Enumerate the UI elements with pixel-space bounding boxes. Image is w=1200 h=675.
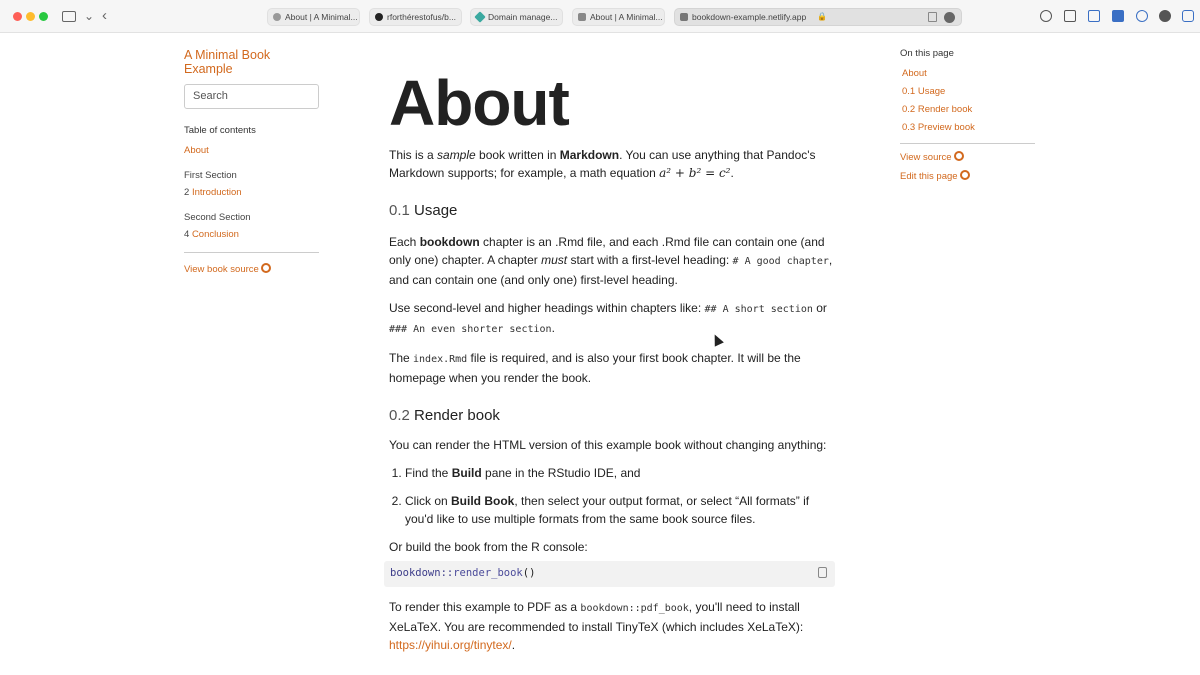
tab-label: rforthérestofus/b... <box>387 12 456 22</box>
toc-item-about[interactable]: About <box>184 145 209 156</box>
view-book-source-link[interactable] <box>184 263 320 275</box>
tab-domain[interactable] <box>470 8 563 26</box>
math-equation: a² + b² = c² <box>659 166 731 180</box>
shield-icon[interactable] <box>1182 10 1194 22</box>
notes-icon[interactable] <box>1064 10 1076 22</box>
on-this-page-heading: On this page <box>900 48 954 59</box>
zoom-window-button[interactable] <box>39 12 48 21</box>
usage-paragraph-1: Each bookdown chapter is an .Rmd file, and each .Rmd file can contain one (and only one) chapter. A chapter must start with a first-level heading: # A good chapter, and can contain one (and only one) first-level heading. <box>389 235 833 287</box>
safari-favicon-icon <box>273 13 281 21</box>
link-label: Edit this page <box>900 171 958 182</box>
tab-label: About | A Minimal... <box>285 12 358 22</box>
toc-label: Introduction <box>191 187 242 198</box>
divider <box>184 252 319 253</box>
intro-paragraph: This is a sample book written in Markdown. You can use anything that Pandoc's Markdown supports; for example, a math equation a² + b² = c². <box>389 148 816 180</box>
toc-label: Conclusion <box>191 229 239 240</box>
tinytex-link[interactable]: https://yihui.org/tinytex/ <box>389 638 512 652</box>
minimize-window-button[interactable] <box>26 12 35 21</box>
inline-code: # A good chapter <box>732 256 829 267</box>
book-sidebar <box>184 48 320 275</box>
console-paragraph: Or build the book from the R console: <box>389 540 588 554</box>
toc-heading: Table of contents <box>184 125 256 136</box>
tab-active-url[interactable] <box>674 8 962 26</box>
toc-number: 2 <box>184 187 190 198</box>
sidebar-toggle-icon[interactable] <box>62 11 76 22</box>
toc-item-conclusion[interactable] <box>184 229 320 240</box>
password-icon[interactable] <box>1136 10 1148 22</box>
address-bar-url[interactable]: bookdown-example.netlify.app <box>692 12 807 22</box>
close-window-button[interactable] <box>13 12 22 21</box>
code-function: render_book <box>453 567 523 579</box>
otp-item-about[interactable]: About <box>902 68 927 79</box>
inline-code: bookdown::pdf_book <box>580 603 689 614</box>
toc-number: 4 <box>184 229 190 240</box>
github-icon <box>261 263 271 273</box>
main-content <box>389 66 834 556</box>
search-input[interactable]: Search <box>184 84 319 109</box>
code-block <box>384 561 835 587</box>
browser-toolbar <box>0 0 1200 33</box>
book-title[interactable]: A Minimal Book Example <box>184 48 271 76</box>
toc-item-introduction[interactable] <box>184 187 320 198</box>
otp-item-usage[interactable]: 0.1 Usage <box>902 86 946 97</box>
add-icon[interactable] <box>1159 10 1171 22</box>
divider <box>900 143 1035 144</box>
usage-paragraph-3: The index.Rmd file is required, and is also your first book chapter. It will be the homepage when you render the book. <box>389 351 801 385</box>
inline-code: ### An even shorter section <box>389 324 552 335</box>
reader-icon[interactable] <box>928 12 937 22</box>
chevron-down-icon[interactable]: ⌄ <box>84 9 95 23</box>
page-favicon-icon <box>680 13 688 21</box>
more-icon[interactable] <box>944 12 955 23</box>
section-heading-render: 0.2 Render book <box>389 407 500 424</box>
back-arrow-icon[interactable]: ‹ <box>102 7 107 24</box>
layers-icon[interactable] <box>1112 10 1124 22</box>
lock-icon: 🔒 <box>817 12 827 21</box>
list-item: 1. Find the Build pane in the RStudio IDE, and <box>405 464 834 482</box>
section-heading-usage: 0.1 Usage <box>389 202 458 219</box>
github-favicon-icon <box>375 13 383 21</box>
code-namespace: bookdown:: <box>390 567 454 579</box>
tab-about-2[interactable] <box>572 8 665 26</box>
toc-part-first: First Section <box>184 170 237 181</box>
toc-part-second: Second Section <box>184 212 251 223</box>
inline-code: index.Rmd <box>413 354 468 365</box>
render-paragraph: You can render the HTML version of this example book without changing anything: <box>389 438 827 452</box>
github-icon <box>960 170 970 180</box>
otp-item-render[interactable]: 0.2 Render book <box>902 104 973 115</box>
extension-icon[interactable] <box>1088 10 1100 22</box>
link-label: View source <box>900 152 952 163</box>
tab-about-1[interactable] <box>267 8 360 26</box>
tab-label: About | A Minimal... <box>590 12 663 22</box>
clipboard-icon[interactable] <box>818 567 827 578</box>
list-item: 2. Click on Build Book, then select your output format, or select “All formats” if you'd like to use multiple formats from the same book source files. <box>405 492 834 528</box>
download-icon[interactable] <box>1040 10 1052 22</box>
code-args: () <box>522 567 536 579</box>
on-this-page-sidebar <box>900 48 1036 182</box>
usage-paragraph-2: Use second-level and higher headings within chapters like: ## A short section or ### An even shorter section. <box>389 301 827 335</box>
tab-github[interactable] <box>369 8 462 26</box>
github-icon <box>954 151 964 161</box>
netlify-favicon-icon <box>474 11 485 22</box>
view-source-link[interactable] <box>900 151 1036 163</box>
page-title: About <box>389 67 569 139</box>
steps-list <box>405 464 834 528</box>
pdf-paragraph: To render this example to PDF as a bookdown::pdf_book, you'll need to install XeLaTeX. You are recommended to install TinyTeX (which includes XeLaTeX): https://yihui.org/tinytex/. <box>389 600 804 652</box>
edit-page-link[interactable] <box>900 170 1036 182</box>
otp-item-preview[interactable]: 0.3 Preview book <box>902 122 975 133</box>
tab-label: Domain manage... <box>488 12 558 22</box>
page-favicon-icon <box>578 13 586 21</box>
inline-code: ## A short section <box>704 304 813 315</box>
link-label: View book source <box>184 264 259 275</box>
